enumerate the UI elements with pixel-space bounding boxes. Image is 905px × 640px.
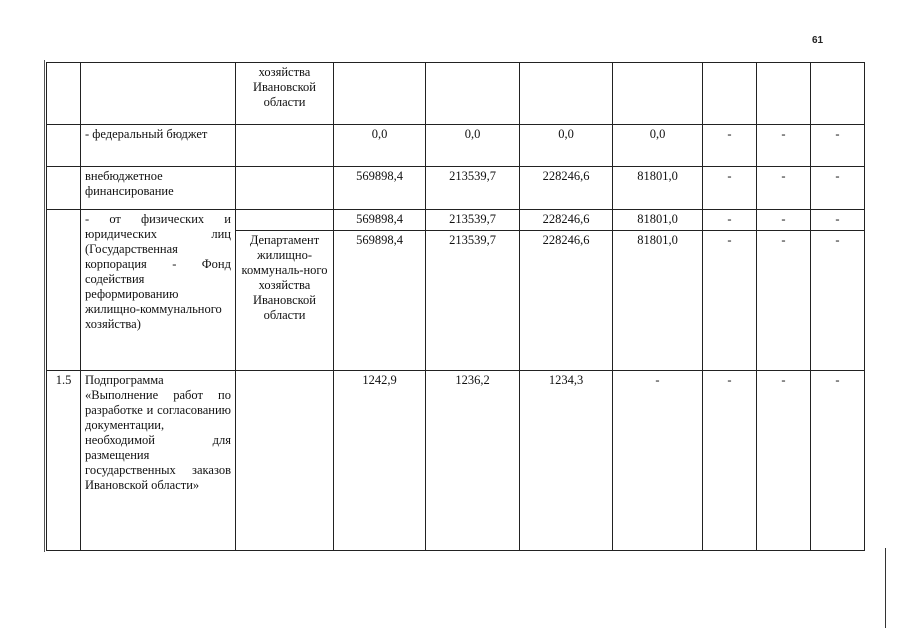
value-cell: 1242,9 [334, 371, 426, 551]
row-name [81, 63, 236, 125]
value-cell: 81801,0 [613, 167, 703, 210]
row-number [47, 125, 81, 167]
value-cell: 1234,3 [520, 371, 613, 551]
value-cell: 1236,2 [426, 371, 520, 551]
row-name: Подпрограмма «Выполнение работ по разработке и согласованию документации, необходимой для размещения государственных заказов Ивановской области» [81, 371, 236, 551]
value-cell: 81801,0 [613, 231, 703, 371]
value-cell: 569898,4 [334, 167, 426, 210]
value-cell [334, 63, 426, 125]
value-cell [520, 63, 613, 125]
value-cell: - [811, 167, 865, 210]
row-responsible [236, 125, 334, 167]
table-row [47, 167, 865, 210]
page-number: 61 [812, 35, 824, 46]
scan-edge-mark [885, 548, 886, 628]
value-cell: - [757, 231, 811, 371]
value-cell: - [703, 210, 757, 231]
row-responsible [236, 371, 334, 551]
value-cell: 0,0 [520, 125, 613, 167]
value-cell: 213539,7 [426, 231, 520, 371]
table-row [47, 125, 865, 167]
page-left-rule [44, 60, 45, 552]
value-cell: - [757, 210, 811, 231]
row-number [47, 210, 81, 371]
value-cell: 0,0 [334, 125, 426, 167]
value-cell: - [703, 125, 757, 167]
row-name: - федеральный бюджет [81, 125, 236, 167]
value-cell: - [757, 125, 811, 167]
row-number [47, 167, 81, 210]
value-cell: - [811, 125, 865, 167]
value-cell [613, 63, 703, 125]
value-cell: 81801,0 [613, 210, 703, 231]
table-row [47, 210, 865, 231]
value-cell: - [811, 210, 865, 231]
value-cell: - [703, 371, 757, 551]
value-cell: - [613, 371, 703, 551]
value-cell: - [811, 231, 865, 371]
value-cell: - [811, 371, 865, 551]
table-row [47, 63, 865, 125]
row-name: внебюджетное финансирование [81, 167, 236, 210]
row-name: - от физических и юридических лиц (Государственная корпорация - Фонд содействия реформированию жилищно-коммунального хозяйства) [81, 210, 236, 371]
row-responsible: хозяйства Ивановской области [236, 63, 334, 125]
value-cell: - [703, 167, 757, 210]
value-cell [703, 63, 757, 125]
row-number: 1.5 [47, 371, 81, 551]
value-cell: 228246,6 [520, 210, 613, 231]
row-responsible: Департамент жилищно-коммуналь-ного хозяйства Ивановской области [236, 231, 334, 371]
row-number [47, 63, 81, 125]
row-responsible [236, 210, 334, 231]
value-cell: 228246,6 [520, 231, 613, 371]
value-cell: 569898,4 [334, 210, 426, 231]
value-cell: - [757, 371, 811, 551]
value-cell: 0,0 [426, 125, 520, 167]
value-cell: - [703, 231, 757, 371]
row-responsible [236, 167, 334, 210]
budget-table [46, 62, 865, 551]
value-cell: 213539,7 [426, 167, 520, 210]
value-cell: 213539,7 [426, 210, 520, 231]
value-cell: 228246,6 [520, 167, 613, 210]
value-cell: 0,0 [613, 125, 703, 167]
value-cell [426, 63, 520, 125]
table-row [47, 371, 865, 551]
value-cell [757, 63, 811, 125]
value-cell [811, 63, 865, 125]
value-cell: 569898,4 [334, 231, 426, 371]
value-cell: - [757, 167, 811, 210]
